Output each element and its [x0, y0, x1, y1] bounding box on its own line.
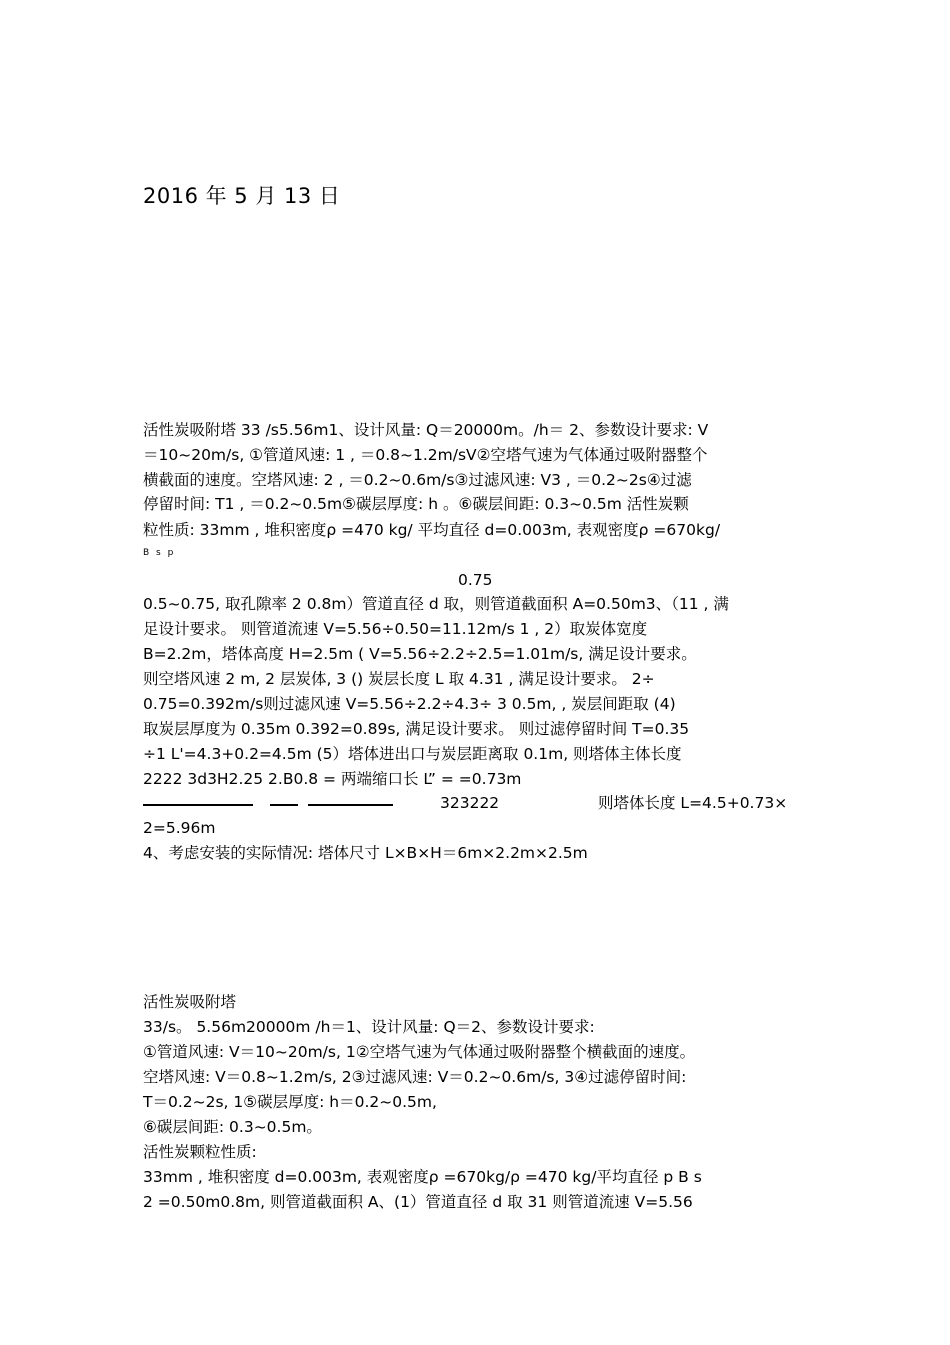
fraction-rule [143, 804, 253, 806]
text-line: 4、考虑安装的实际情况: 塔体尺寸 L×B×H＝6m×2.2m×2.5m [143, 844, 588, 862]
text-line: ＝10~20m/s, ①管道风速: 1 , ＝0.8~1.2m/sV②空塔气速为气体通过吸附器整个 [143, 446, 708, 464]
text-line: 粒性质: 33mm , 堆积密度ρ =470 kg/ 平均直径 d=0.003m, 表观密度ρ =670kg/ [143, 521, 721, 539]
text-line: 0.75=0.392m/s则过滤风速 V=5.56÷2.2÷4.3÷ 3 0.5m, , 炭层间距取 (4) [143, 695, 676, 713]
text-line: 空塔风速: V＝0.8~1.2m/s, 2③过滤风速: V＝0.2~0.6m/s, 3④过滤停留时间: [143, 1068, 687, 1086]
text-line: T＝0.2~2s, 1⑤碳层厚度: h＝0.2~0.5m, [143, 1093, 437, 1111]
text-line: 取炭层厚度为 0.35m 0.392=0.89s, 满足设计要求。 则过滤停留时间 T=0.35 [143, 720, 690, 738]
text-line: 0.5~0.75, 取孔隙率 2 0.8m）管道直径 d 取，则管道截面积 A=0.50m3、（11 , 满 [143, 595, 729, 613]
text-line: ÷1 L'=4.3+0.2=4.5m (5）塔体进出口与炭层距离取 0.1m, 则塔体主体长度 [143, 745, 682, 763]
text-line: 则空塔风速 2 m, 2 层炭体, 3 () 炭层长度 L 取 4.31 , 满足设计要求。 2÷ [143, 670, 655, 688]
text-line: 停留时间: T1 , ＝0.2~0.5m⑤碳层厚度: h 。⑥碳层间距: 0.3~0.5m 活性炭颗 [143, 495, 689, 513]
fraction-rule [270, 804, 298, 806]
document-date: 2016 年 5 月 13 日 [143, 184, 341, 208]
text-line: ①管道风速: V＝10~20m/s, 1②空塔气速为气体通过吸附器整个横截面的速度。 [143, 1043, 696, 1061]
text-line: 足设计要求。 则管道流速 V=5.56÷0.50=11.12m/s 1 , 2）取炭体宽度 [143, 620, 648, 638]
text-line: B=2.2m，塔体高度 H=2.5m ( V=5.56÷2.2÷2.5=1.01m/s, 满足设计要求。 [143, 645, 697, 663]
section-heading: 活性炭吸附塔 [143, 993, 237, 1011]
rule-right-text: 则塔体长度 L=4.5+0.73× [598, 794, 788, 812]
fraction-rule [308, 804, 393, 806]
text-line: 2=5.96m [143, 819, 216, 837]
text-line: 2222 3d3H2.25 2.B0.8 = 两端缩口长 L” = =0.73m [143, 770, 522, 788]
subscript-line: B s p [143, 548, 176, 558]
text-line: 横截面的速度。空塔风速: 2 , ＝0.2~0.6m/s③过滤风速: V3 , ＝0.2~2s④过滤 [143, 471, 692, 489]
text-line: 活性炭颗粒性质: [143, 1143, 257, 1161]
text-line: 33mm , 堆积密度 d=0.003m, 表观密度ρ =670kg/ρ =470 kg/平均直径 p B s [143, 1168, 702, 1186]
rule-text: 323222 [440, 794, 500, 812]
fraction-rules [143, 793, 808, 813]
text-line: 33/s。 5.56m20000m /h＝1、设计风量: Q＝2、参数设计要求: [143, 1018, 595, 1036]
text-line: ⑥碳层间距: 0.3~0.5m。 [143, 1118, 322, 1136]
porosity-value: 0.75 [458, 571, 493, 589]
text-line: 2 =0.50m0.8m, 则管道截面积 A、(1）管道直径 d 取 31 则管道流速 V=5.56 [143, 1193, 693, 1211]
text-line: 活性炭吸附塔 33 /s5.56m1、设计风量: Q＝20000m。/h＝ 2、参数设计要求: V [143, 421, 709, 439]
